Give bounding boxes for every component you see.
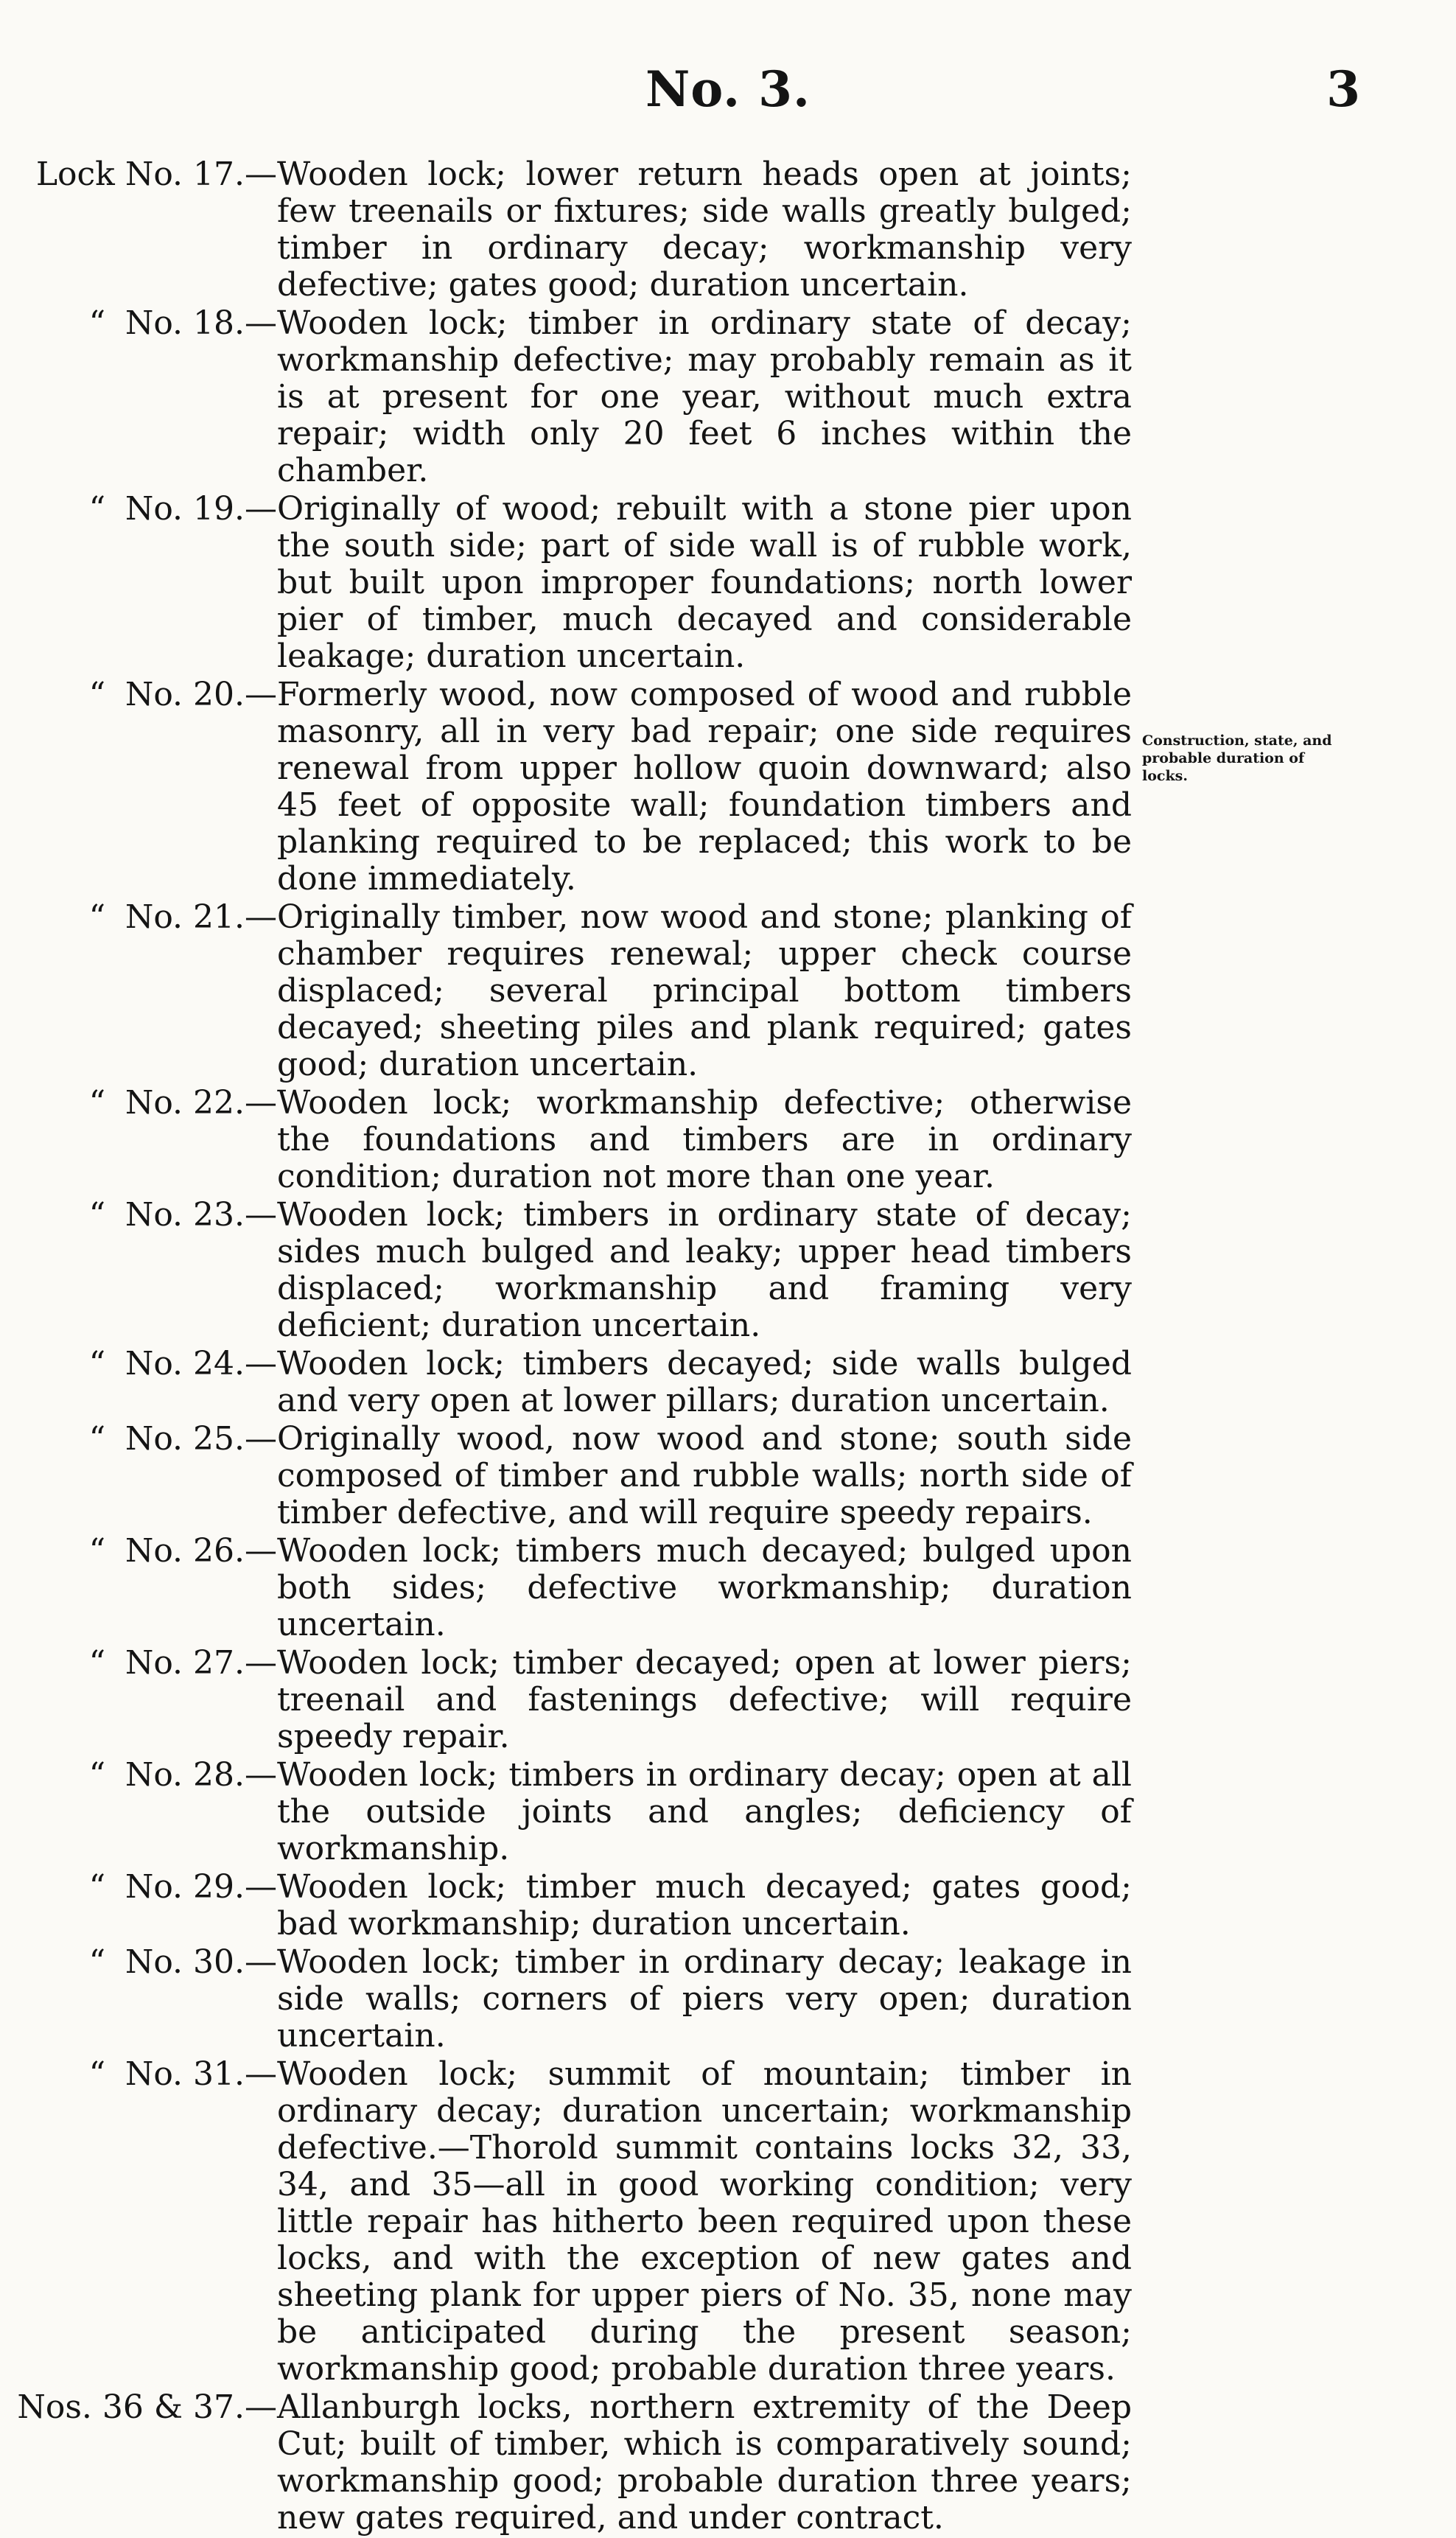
- entry-marker: “: [88, 1868, 106, 1906]
- lock-entry: [88, 898, 1132, 1083]
- entry-marker: “: [88, 1420, 106, 1458]
- entry-label: No. 26.: [125, 1532, 245, 1570]
- entry-text: Originally timber, now wood and stone; planking of chamber requires renewal; upper check course displaced; several principal bottom timbers decayed; sheeting piles and plank required; gates good; duration uncertain.: [277, 898, 1132, 1083]
- entry-lead: “ No. 22.—: [80, 1085, 277, 1122]
- page-title: No. 3.: [645, 60, 811, 118]
- entry-label: No. 21.: [125, 898, 245, 936]
- entry-lead: “ No. 30.—: [80, 1944, 277, 1981]
- entry-text: Formerly wood, now composed of wood and rubble masonry, all in very bad repair; one side requires renewal from upper hollow quoin downward; also 45 feet of opposite wall; foundation timbers and planking required to be replaced; this work to be done immediately.: [277, 676, 1132, 898]
- entry-lead: “ No. 20.—: [80, 677, 277, 713]
- margin-note: Construction, state, and probable duration of locks.: [1142, 733, 1332, 784]
- entry-lead: “ No. 25.—: [80, 1421, 277, 1458]
- entry-text: Wooden lock; workmanship defective; otherwise the foundations and timbers are in ordinary condition; duration not more than one year.: [277, 1084, 1132, 1195]
- entry-marker: “: [88, 898, 106, 936]
- entry-label: No. 30.: [125, 1943, 245, 1981]
- entry-text: Wooden lock; summit of mountain; timber in ordinary decay; duration uncertain; workmanship defective.—Thorold summit contains locks 32, 33, 34, and 35—all in good working condition; very little repair has hitherto been required upon these locks, and with the exception of new gates and sheeting plank for upper piers of No. 35, none may be anticipated during the present season; workmanship good; probable duration three years.: [277, 2055, 1132, 2388]
- entry-lead: “ No. 29.—: [80, 1869, 277, 1906]
- entry-lead: “ No. 23.—: [80, 1197, 277, 1234]
- entry-label: No. 31.: [125, 2055, 245, 2093]
- entry-lead: “ No. 19.—: [80, 491, 277, 528]
- lock-entry: [35, 155, 1132, 304]
- entry-text: Wooden lock; lower return heads open at joints; few treenails or fixtures; side walls greatly bulged; timber in ordinary decay; workmanship very defective; gates good; duration uncertain.: [277, 155, 1132, 304]
- entry-lead: Nos. 36 & 37.—: [0, 2389, 277, 2426]
- entry-lead: “ No. 26.—: [80, 1533, 277, 1570]
- entry-label: No. 24.: [125, 1345, 245, 1382]
- lock-entry: [88, 676, 1132, 898]
- entry-label: No. 27.: [125, 1644, 245, 1682]
- entry-text: Wooden lock; timber decayed; open at lower piers; treenail and fastenings defective; will require speedy repair.: [277, 1644, 1132, 1755]
- entry-lead: “ No. 31.—: [80, 2056, 277, 2093]
- entry-label: No. 28.: [125, 1756, 245, 1794]
- entry-text: Originally wood, now wood and stone; south side composed of timber and rubble walls; north side of timber defective, and will require speedy repairs.: [277, 1420, 1132, 1531]
- entry-marker: “: [88, 490, 106, 528]
- entry-label: No. 23.: [125, 1196, 245, 1234]
- entry-lead: Lock No. 17.—: [35, 155, 277, 193]
- lock-entry: [17, 2388, 1132, 2537]
- lock-entry: [88, 1532, 1132, 1643]
- lock-entry: [88, 2055, 1132, 2388]
- lock-entry: [88, 1420, 1132, 1531]
- entry-lead: “ No. 27.—: [80, 1645, 277, 1682]
- entry-text: Originally of wood; rebuilt with a stone pier upon the south side; part of side wall is of rubble work, but built upon improper foundations; north lower pier of timber, much decayed and considerable leakage; duration uncertain.: [277, 490, 1132, 675]
- entry-marker: “: [88, 676, 106, 713]
- lock-entry: [88, 1868, 1132, 1943]
- entry-label: No. 19.: [125, 490, 245, 528]
- entry-marker: “: [88, 1756, 106, 1794]
- entry-marker: “: [88, 1644, 106, 1682]
- lock-entries: [0, 156, 1456, 2538]
- entry-marker: “: [88, 304, 106, 342]
- entry-marker: Lock: [35, 155, 115, 193]
- entry-text: Wooden lock; timbers decayed; side walls bulged and very open at lower pillars; duration uncertain.: [277, 1345, 1132, 1419]
- entry-label: Nos. 36 & 37.: [17, 2388, 245, 2426]
- entry-marker: [0, 2389, 7, 2426]
- entry-marker: “: [88, 1532, 106, 1570]
- entry-marker: “: [88, 1084, 106, 1122]
- entry-text: Wooden lock; timber much decayed; gates good; bad workmanship; duration uncertain.: [277, 1868, 1132, 1943]
- entry-marker: “: [88, 1196, 106, 1234]
- lock-entry: [88, 304, 1132, 489]
- entry-lead: “ No. 24.—: [80, 1346, 277, 1382]
- entry-label: No. 29.: [125, 1868, 245, 1906]
- entry-label: No. 22.: [125, 1084, 245, 1122]
- lock-entry: [88, 490, 1132, 675]
- entry-label: No. 20.: [125, 676, 245, 713]
- entry-lead: “ No. 18.—: [80, 305, 277, 342]
- entry-text: Wooden lock; timbers in ordinary decay; open at all the outside joints and angles; deficiency of workmanship.: [277, 1756, 1132, 1867]
- entry-label: No. 25.: [125, 1420, 245, 1458]
- lock-entry: [88, 1345, 1132, 1419]
- entry-lead: “ No. 21.—: [80, 899, 277, 936]
- entry-text: Allanburgh locks, northern extremity of the Deep Cut; built of timber, which is comparatively sound; workmanship good; probable duration three years; new gates required, and under contract.: [277, 2388, 1132, 2537]
- lock-entry: [88, 1084, 1132, 1195]
- entry-marker: “: [88, 1943, 106, 1981]
- lock-entry: [88, 1196, 1132, 1344]
- lock-entry: [88, 1943, 1132, 2055]
- entry-text: Wooden lock; timbers much decayed; bulged upon both sides; defective workmanship; duration uncertain.: [277, 1532, 1132, 1643]
- lock-entry: [88, 1644, 1132, 1755]
- lock-entry: [88, 1756, 1132, 1867]
- entry-label: No. 18.: [125, 304, 245, 342]
- entry-marker: “: [88, 1345, 106, 1382]
- entry-label: No. 17.: [125, 155, 245, 193]
- entry-text: Wooden lock; timbers in ordinary state of decay; sides much bulged and leaky; upper head timbers displaced; workmanship and framing very deficient; duration uncertain.: [277, 1196, 1132, 1344]
- entry-marker: “: [88, 2055, 106, 2093]
- entry-lead: “ No. 28.—: [80, 1757, 277, 1794]
- entry-text: Wooden lock; timber in ordinary state of decay; workmanship defective; may probably remain as it is at present for one year, without much extra repair; width only 20 feet 6 inches within the chamber.: [277, 304, 1132, 489]
- entry-text: Wooden lock; timber in ordinary decay; leakage in side walls; corners of piers very open; duration uncertain.: [277, 1943, 1132, 2055]
- page-number: 3: [1326, 60, 1360, 118]
